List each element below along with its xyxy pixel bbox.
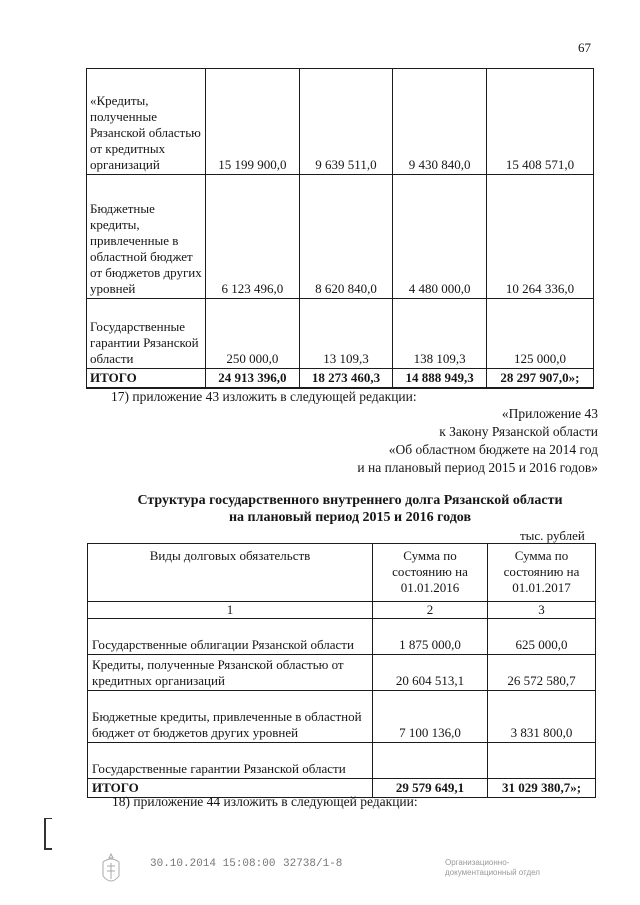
column-index: 2 (373, 602, 488, 619)
table-cell: 8 620 840,0 (299, 175, 393, 299)
table-cell: 20 604 513,1 (373, 655, 488, 691)
header-row (88, 544, 596, 602)
amendment-item-17: 17) приложение 43 изложить в следующей редакции: (111, 389, 417, 404)
table-cell: 250 000,0 (206, 299, 300, 369)
table-cell: 4 480 000,0 (393, 175, 487, 299)
table-cell: 9 639 511,0 (299, 69, 393, 175)
table-cell: 3 831 800,0 (488, 691, 596, 743)
page-number: 67 (578, 40, 591, 55)
table-cell: 13 109,3 (299, 299, 393, 369)
table-cell: 7 100 136,0 (373, 691, 488, 743)
table-cell: 15 199 900,0 (206, 69, 300, 175)
table-cell: 9 430 840,0 (393, 69, 487, 175)
table-row (87, 175, 594, 299)
title-line: на плановый период 2015 и 2016 годов (228, 510, 472, 525)
debt-structure-table (87, 543, 596, 798)
margin-bracket (44, 818, 54, 850)
column-index: 3 (488, 602, 596, 619)
row-name: Государственные облигации Рязанской области (88, 619, 373, 655)
coat-of-arms-icon (98, 852, 124, 888)
appendix-line: «Приложение 43 (501, 406, 598, 421)
department-stamp (445, 858, 540, 878)
table-cell: 18 273 460,3 (299, 369, 393, 389)
table-cell: 10 264 336,0 (486, 175, 593, 299)
appendix-line: к Закону Рязанской области (439, 424, 598, 439)
row-name: ИТОГО (87, 369, 206, 389)
column-header: Сумма по состоянию на 01.01.2017 (488, 544, 596, 602)
column-index: 1 (88, 602, 373, 619)
table-cell (488, 743, 596, 779)
table-cell: 625 000,0 (488, 619, 596, 655)
table-cell: 29 579 649,1 (373, 779, 488, 798)
table-cell: 31 029 380,7»; (488, 779, 596, 798)
table-cell: 6 123 496,0 (206, 175, 300, 299)
index-row (88, 602, 596, 619)
column-header: Сумма по состоянию на 01.01.2016 (373, 544, 488, 602)
appendix-line: и на плановый период 2015 и 2016 годов» (357, 460, 598, 475)
table-cell: 26 572 580,7 (488, 655, 596, 691)
debt-sources-table (86, 68, 594, 389)
row-name: Бюджетные кредиты, привлеченные в областной бюджет от бюджетов других уровней (88, 691, 373, 743)
table-row (88, 691, 596, 743)
appendix-line: «Об областном бюджете на 2014 год (388, 442, 598, 457)
table-cell: 138 109,3 (393, 299, 487, 369)
stamp-line: документационный отдел (445, 868, 540, 877)
title-line: Структура государственного внутреннего долга Рязанской области (137, 493, 563, 508)
total-row (87, 369, 594, 389)
table-cell: 125 000,0 (486, 299, 593, 369)
table-cell: 15 408 571,0 (486, 69, 593, 175)
row-name: «Кредиты, полученные Рязанской областью от кредитных организаций (87, 69, 206, 175)
table-row (88, 655, 596, 691)
column-header: Виды долговых обязательств (88, 544, 373, 602)
table-cell: 28 297 907,0»; (486, 369, 593, 389)
amendment-item-18: 18) приложение 44 изложить в следующей редакции: (112, 794, 418, 809)
table-cell: 14 888 949,3 (393, 369, 487, 389)
table-row (87, 69, 594, 175)
row-name: ИТОГО (88, 779, 373, 798)
table-cell: 1 875 000,0 (373, 619, 488, 655)
table-cell: 24 913 396,0 (206, 369, 300, 389)
row-name: Государственные гарантии Рязанской области (88, 743, 373, 779)
print-timestamp: 30.10.2014 15:08:00 (150, 858, 276, 870)
table-row (87, 299, 594, 369)
unit-label: тыс. рублей (520, 528, 585, 543)
appendix-header (357, 405, 598, 477)
document-title (88, 492, 612, 526)
table-cell (373, 743, 488, 779)
document-number: 32738/1-8 (283, 858, 343, 870)
stamp-line: Организационно- (445, 858, 510, 867)
row-name: Государственные гарантии Рязанской области (87, 299, 206, 369)
table-row (88, 619, 596, 655)
table-row (88, 743, 596, 779)
row-name: Бюджетные кредиты, привлеченные в областной бюджет от бюджетов других уровней (87, 175, 206, 299)
row-name: Кредиты, полученные Рязанской областью от кредитных организаций (88, 655, 373, 691)
